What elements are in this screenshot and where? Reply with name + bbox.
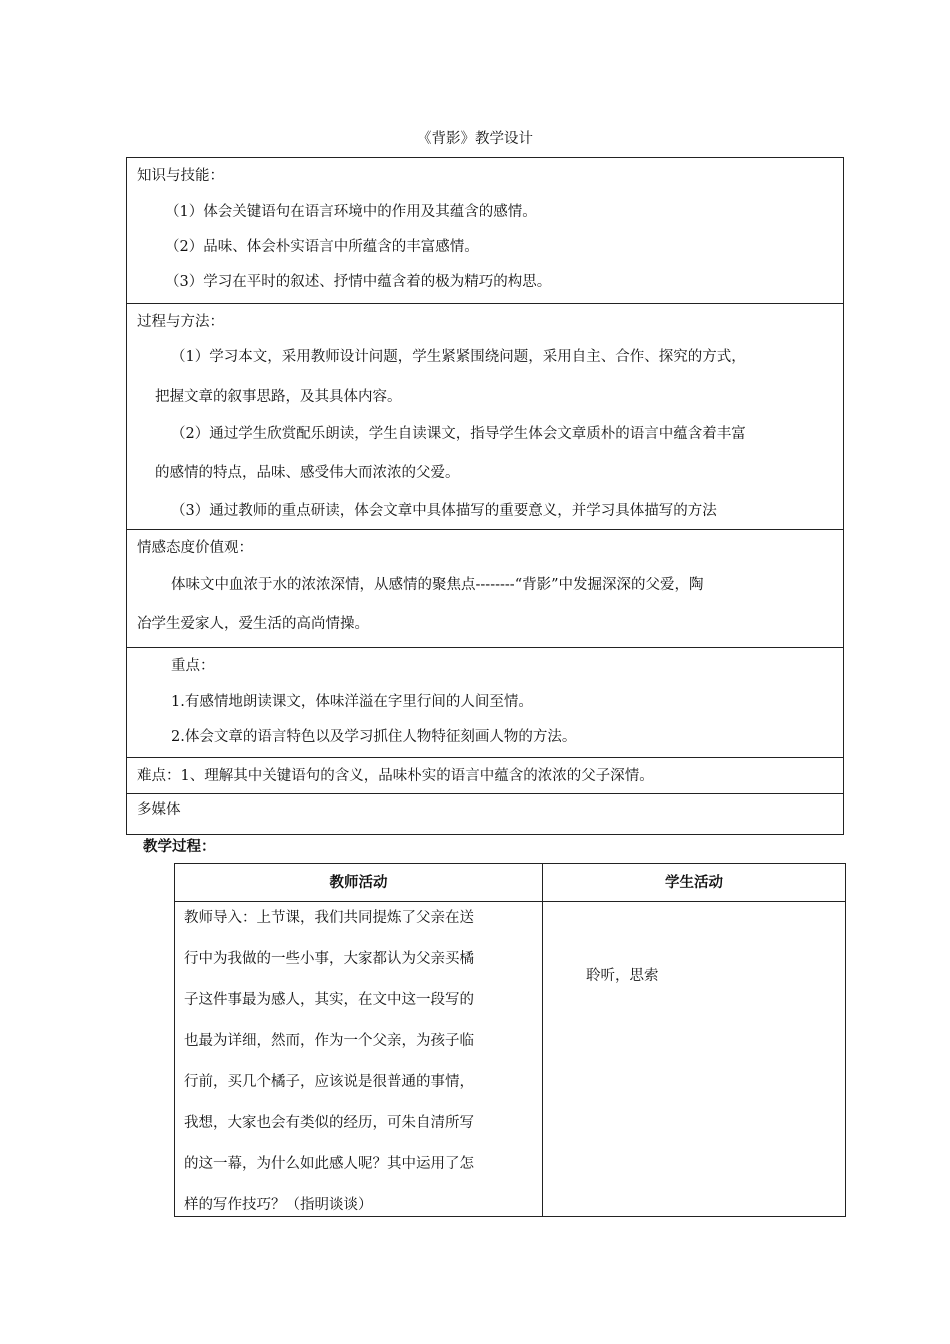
teacher-line: 行前，买几个橘子，应该说是很普通的事情， [184, 1074, 474, 1090]
process-line: 的感情的特点，品味、感受伟大而浓浓的父爱。 [155, 465, 460, 481]
key-points-section [127, 648, 843, 758]
teacher-line: 子这件事最为感人，其实，在文中这一段写的 [184, 992, 474, 1008]
process-method-section [127, 304, 843, 530]
student-activity-text: 聆听，思索 [586, 968, 659, 984]
process-line: 把握文章的叙事思路，及其具体内容。 [155, 389, 402, 405]
key-point-item: 1.有感情地朗读课文，体味洋溢在字里行间的人间至情。 [171, 694, 533, 710]
difficulty-text: 难点：1、理解其中关键语句的含义，品味朴实的语言中蕴含的浓浓的父子深情。 [137, 768, 654, 784]
process-line: （3）通过教师的重点研读，体会文章中具体描写的重要意义，并学习具体描写的方法 [171, 503, 717, 519]
key-point-item: 2.体会文章的语言特色以及学习抓住人物特征刻画人物的方法。 [171, 729, 577, 745]
teacher-line: 我想，大家也会有类似的经历，可朱自清所写 [184, 1115, 474, 1131]
key-points-label: 重点： [171, 658, 215, 674]
knowledge-label: 知识与技能： [137, 168, 224, 184]
teacher-line: 样的写作技巧？（指明谈谈） [184, 1197, 373, 1213]
header-teacher-activity: 教师活动 [329, 875, 388, 891]
process-line: （1）学习本文，采用教师设计问题，学生紧紧围绕问题，采用自主、合作、探究的方式， [171, 349, 746, 365]
emotion-label: 情感态度价值观： [137, 540, 253, 556]
process-table [174, 863, 846, 1217]
column-divider [542, 864, 543, 1216]
knowledge-item: （3）学习在平时的叙述、抒情中蕴含着的极为精巧的构思。 [165, 274, 552, 290]
emotion-line: 体味文中血浓于水的浓浓深情，从感情的聚焦点--------“背影”中发掘深深的父爱，陶 [171, 577, 704, 593]
knowledge-item: （2）品味、体会朴实语言中所蕴含的丰富感情。 [165, 239, 479, 255]
knowledge-item: （1）体会关键语句在语言环境中的作用及其蕴含的感情。 [165, 204, 537, 220]
process-table-header [175, 864, 845, 902]
emotion-line: 冶学生爱家人，爱生活的高尚情操。 [137, 616, 369, 632]
teaching-process-heading: 教学过程： [143, 839, 216, 855]
knowledge-section [127, 158, 843, 304]
objectives-table [126, 157, 844, 835]
process-line: （2）通过学生欣赏配乐朗读，学生自读课文，指导学生体会文章质朴的语言中蕴含着丰富 [171, 426, 746, 442]
process-label: 过程与方法： [137, 314, 224, 330]
difficulty-section [127, 758, 843, 794]
media-text: 多媒体 [137, 802, 181, 818]
media-section [127, 794, 843, 834]
teacher-line: 行中为我做的一些小事，大家都认为父亲买橘 [184, 951, 474, 967]
teacher-line: 的这一幕，为什么如此感人呢？其中运用了怎 [184, 1156, 474, 1172]
teacher-line: 教师导入：上节课，我们共同提炼了父亲在送 [184, 910, 474, 926]
document-title: 《背影》教学设计 [417, 131, 533, 147]
emotion-section [127, 530, 843, 648]
teacher-line: 也最为详细，然而，作为一个父亲，为孩子临 [184, 1033, 474, 1049]
header-student-activity: 学生活动 [665, 875, 723, 891]
